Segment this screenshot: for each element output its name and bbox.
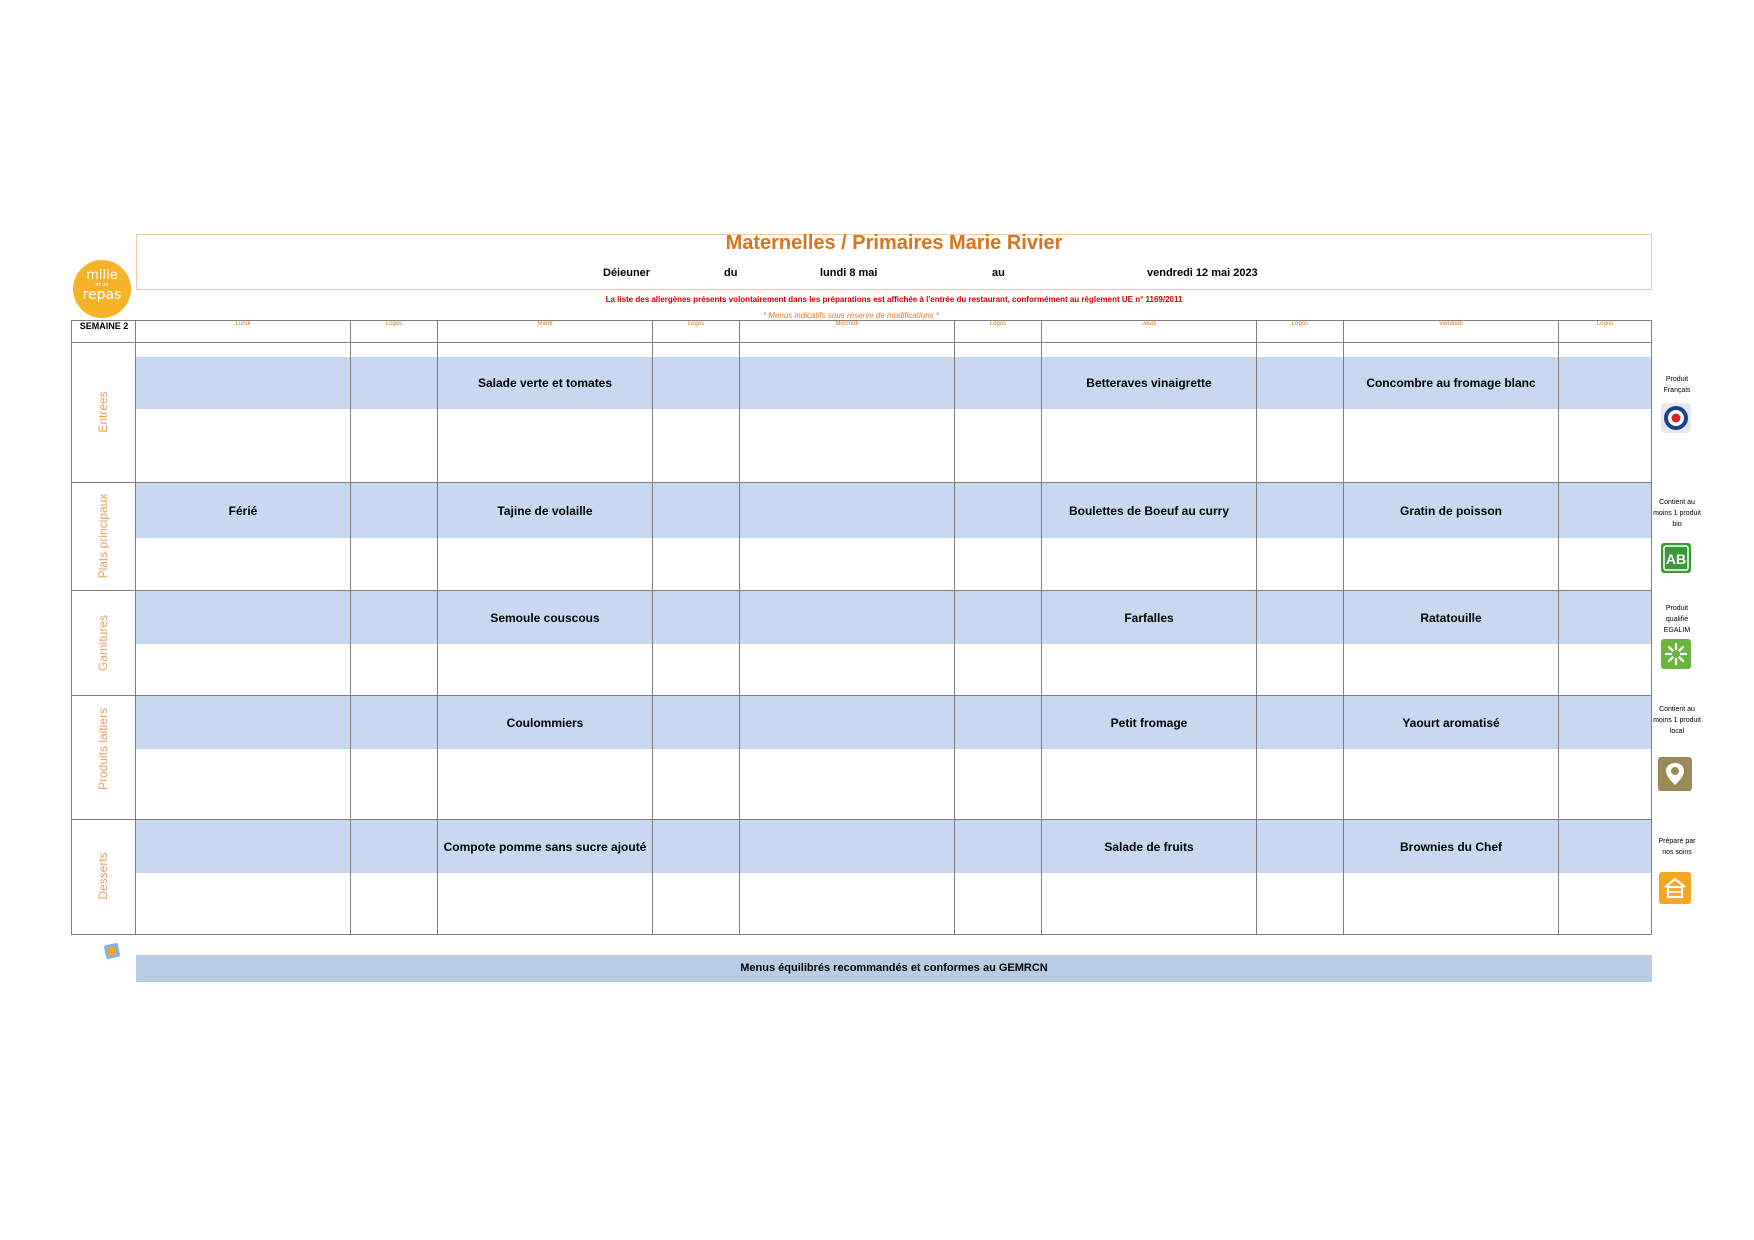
column-header-mercredi: Mercredi [835,321,859,327]
legend-label-francais: Produit Français [1663,376,1691,394]
grid-line [1256,320,1257,935]
category-garnitures: Garnitures [96,614,110,672]
grid-line [71,320,72,935]
grid-line [71,934,1652,935]
dish-cell: Yaourt aromatisé [1402,716,1500,730]
menu-sticker-icon [103,942,121,960]
grid-line [71,695,1652,696]
column-header-logos: Logos [1291,321,1309,327]
column-header-logos: Logos [1596,321,1614,327]
map-pin-icon [1658,757,1692,791]
logo-line1: mille [86,268,118,283]
grid-line [350,320,351,935]
from-label: du [724,267,738,279]
ab-organic-icon [1661,543,1691,573]
logo-line2: et un [95,282,109,288]
column-header-vendredi: Vendredi [1439,321,1463,327]
dish-cell: Semoule couscous [490,611,600,625]
dish-cell: Boulettes de Boeuf au curry [1068,504,1230,518]
to-label: au [992,267,1005,279]
grid-line [652,320,653,935]
dish-cell: Compote pomme sans sucre ajouté [443,840,647,854]
legend-label-fait-maison: Préparé par nos soins [1658,838,1696,856]
french-cockade-icon [1661,403,1691,433]
category-produits-laitiers: Produits laitiers [96,707,110,791]
column-header-mardi: Mardi [537,321,553,327]
grid-line [71,819,1652,820]
grid-line [1558,320,1559,935]
dish-cell: Férié [228,504,258,518]
column-header-logos: Logos [385,321,403,327]
dish-cell: Gratin de poisson [1399,504,1502,518]
week-label: SEMAINE 2 [79,321,129,331]
legend-label-egalim: Produit qualifié EGALIM [1663,605,1691,634]
column-header-logos: Logos [687,321,705,327]
dish-cell: Betteraves vinaigrette [1086,376,1212,390]
dish-cell: Tajine de volaille [497,504,593,518]
category-desserts: Desserts [96,852,110,900]
legend-label-local: Contient au moins 1 produit local [1653,706,1701,735]
category-plats-principaux: Plats principaux [96,493,110,579]
dish-cell: Salade verte et tomates [477,376,613,390]
grid-line [71,590,1652,591]
grid-line [71,482,1652,483]
dish-cell: Farfalles [1124,611,1174,625]
dish-cell: Salade de fruits [1104,840,1194,854]
indicative-notice: * Menus indicatifs sous réserve de modifications * [762,311,940,320]
grid-line [739,320,740,935]
allergen-notice: La liste des allergènes présents volontairement dans les préparations est affichée à l'entrée du restaurant, conformément au règlement UE n° 1169/2011 [605,295,1183,304]
dish-cell: Brownies du Chef [1399,840,1502,854]
grid-line [135,320,136,935]
column-header-jeudi: Jeudi [1141,321,1157,327]
end-date: vendredi 12 mai 2023 [1147,267,1258,279]
dish-cell: Coulommiers [506,716,584,730]
mille-et-un-repas-logo [73,260,131,318]
svg-text:AB: AB [1665,551,1687,567]
grid-line [71,342,1652,343]
legend-label-bio: Contient au moins 1 produit bio [1653,499,1701,528]
grid-line [954,320,955,935]
dish-cell: Concombre au fromage blanc [1366,376,1536,390]
house-icon [1659,872,1691,904]
category-entrees: Entrées [96,391,110,433]
column-header-lundi: Lundi [235,321,251,327]
start-date: lundi 8 mai [820,267,878,279]
column-header-logos: Logos [989,321,1007,327]
footer-gemrcn: Menus équilibrés recommandés et conformes au GEMRCN [136,955,1652,982]
page-title: Maternelles / Primaires Marie Rivier [725,232,1063,254]
dish-cell: Petit fromage [1110,716,1188,730]
dish-cell: Ratatouille [1420,611,1482,625]
meal-label: Déieuner [603,267,651,279]
logo-line3: repas [82,287,122,303]
egalim-icon [1661,639,1691,669]
